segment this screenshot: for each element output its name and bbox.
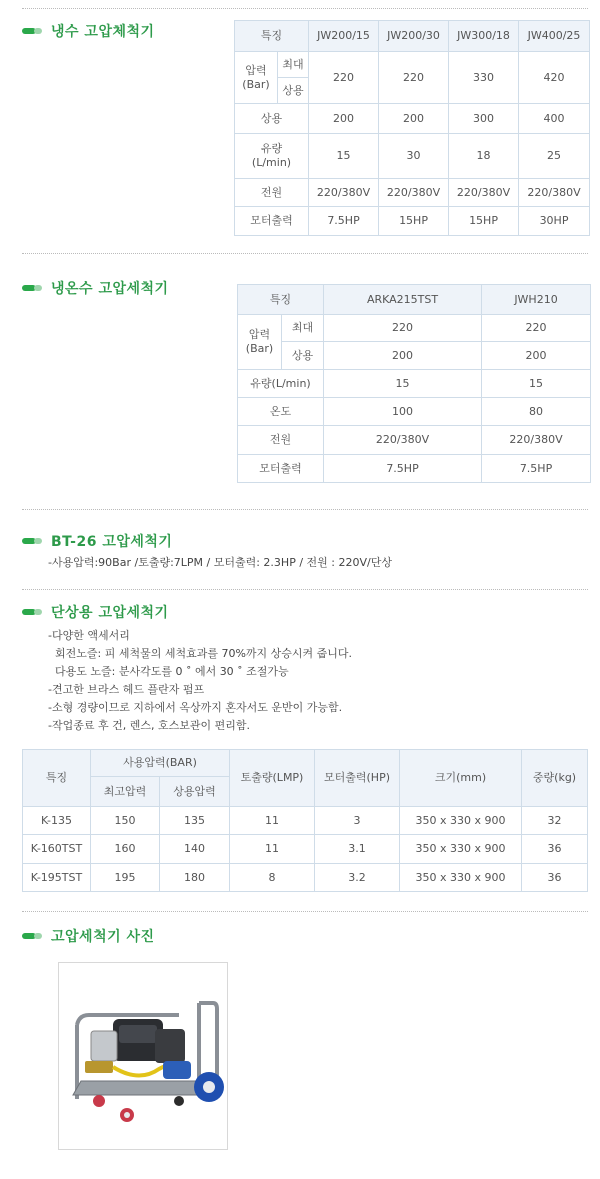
- divider: [22, 8, 588, 9]
- table-cell: 32: [522, 807, 588, 835]
- table-cell: 36: [522, 835, 588, 864]
- header-cell: JW300/18: [449, 21, 519, 52]
- header-cell: 토출량(LMP): [230, 750, 315, 807]
- table-cell: 11: [230, 807, 315, 835]
- pressure-washer-image: [59, 963, 227, 1149]
- table-cell: 220/380V: [449, 179, 519, 207]
- table-cell: 220/380V: [324, 426, 482, 455]
- table-cell: 15: [482, 370, 591, 398]
- table-cell: 100: [324, 398, 482, 426]
- bullet-pill-icon: [22, 283, 44, 293]
- section-heading: [22, 926, 155, 946]
- feature-line: -견고한 브라스 헤드 플란자 펌프: [48, 683, 205, 696]
- table-cell: 15: [324, 370, 482, 398]
- table-cell: 200: [482, 342, 591, 370]
- header-cell: 크기(mm): [400, 750, 522, 807]
- spec-table-single-phase: [22, 749, 588, 892]
- bullet-pill-icon: [22, 607, 44, 617]
- row-label: 모터출력: [238, 455, 324, 483]
- divider: [22, 253, 588, 254]
- table-cell: 36: [522, 864, 588, 892]
- table-cell: 420: [519, 52, 590, 104]
- table-cell: 350 x 330 x 900: [400, 864, 522, 892]
- bullet-pill-icon: [22, 536, 44, 546]
- header-cell: JW200/30: [379, 21, 449, 52]
- row-sublabel: 최대: [282, 315, 324, 342]
- row-label: 온도: [238, 398, 324, 426]
- feature-line: -작업종료 후 건, 렌스, 호스보관이 편리함.: [48, 719, 250, 732]
- divider: [22, 911, 588, 912]
- table-cell: 220/380V: [519, 179, 590, 207]
- table-cell: 30HP: [519, 207, 590, 236]
- header-cell: 특징: [238, 285, 324, 315]
- table-cell: 15HP: [379, 207, 449, 236]
- section-title: 단상용 고압세척기: [51, 605, 169, 621]
- table-cell: 7.5HP: [309, 207, 379, 236]
- row-sublabel: 최대: [278, 52, 309, 78]
- section-title: 냉수 고압체척기: [51, 24, 155, 40]
- bullet-pill-icon: [22, 931, 44, 941]
- spec-line: -사용압력:90Bar /토출량:7LPM / 모터출력: 2.3HP / 전원 : 220V/단상: [48, 556, 392, 569]
- section-title: 냉온수 고압세척기: [51, 281, 169, 297]
- table-cell: 330: [449, 52, 519, 104]
- table-cell: 220/380V: [379, 179, 449, 207]
- header-cell: 중량(kg): [522, 750, 588, 807]
- section-heading: [22, 278, 169, 298]
- table-cell: 25: [519, 134, 590, 179]
- section-heading: [22, 531, 172, 551]
- feature-line: 다용도 노즐: 분사각도를 0 ˚ 에서 30 ˚ 조절가능: [48, 665, 289, 678]
- table-cell: 220: [324, 315, 482, 342]
- header-cell: 사용압력(BAR): [91, 750, 230, 777]
- table-cell: 3: [315, 807, 400, 835]
- table-cell: 220/380V: [309, 179, 379, 207]
- bullet-pill-icon: [22, 26, 44, 36]
- table-cell: 15HP: [449, 207, 519, 236]
- table-cell: 3.2: [315, 864, 400, 892]
- table-cell: K-160TST: [23, 835, 91, 864]
- row-label: 유량(L/min): [238, 370, 324, 398]
- table-cell: 15: [309, 134, 379, 179]
- table-cell: 220: [309, 52, 379, 104]
- header-cell: 모터출력(HP): [315, 750, 400, 807]
- section-title: 고압세척기 사진: [51, 929, 155, 945]
- table-cell: 180: [160, 864, 230, 892]
- header-cell: 특징: [23, 750, 91, 807]
- table-cell: 160: [91, 835, 160, 864]
- table-cell: 300: [449, 104, 519, 134]
- header-cell: ARKA215TST: [324, 285, 482, 315]
- row-label: 상용: [235, 104, 309, 134]
- table-cell: 220: [379, 52, 449, 104]
- header-cell: 특징: [235, 21, 309, 52]
- table-cell: 8: [230, 864, 315, 892]
- table-cell: 350 x 330 x 900: [400, 807, 522, 835]
- table-cell: 150: [91, 807, 160, 835]
- divider: [22, 509, 588, 510]
- row-label: 전원: [235, 179, 309, 207]
- table-cell: 400: [519, 104, 590, 134]
- header-cell: 최고압력: [91, 777, 160, 807]
- product-photo: [58, 962, 228, 1150]
- row-sublabel: 상용: [278, 78, 309, 104]
- table-cell: 195: [91, 864, 160, 892]
- feature-line: -소형 경량이므로 지하에서 옥상까지 혼자서도 운반이 가능함.: [48, 701, 343, 714]
- spec-table-hot: [237, 284, 591, 483]
- table-cell: 11: [230, 835, 315, 864]
- table-cell: 220/380V: [482, 426, 591, 455]
- table-cell: 220: [482, 315, 591, 342]
- header-cell: JW200/15: [309, 21, 379, 52]
- table-cell: 7.5HP: [324, 455, 482, 483]
- table-cell: 3.1: [315, 835, 400, 864]
- header-cell: 상용압력: [160, 777, 230, 807]
- row-label: 모터출력: [235, 207, 309, 236]
- table-cell: K-135: [23, 807, 91, 835]
- table-cell: 30: [379, 134, 449, 179]
- divider: [22, 589, 588, 590]
- feature-line: 회전노즐: 피 세척물의 세척효과를 70%까지 상승시켜 줍니다.: [48, 647, 353, 660]
- row-label: 압력 (Bar): [235, 52, 278, 104]
- row-label: 압력 (Bar): [238, 315, 282, 370]
- table-cell: 200: [309, 104, 379, 134]
- header-cell: JW400/25: [519, 21, 590, 52]
- row-label: 전원: [238, 426, 324, 455]
- table-cell: K-195TST: [23, 864, 91, 892]
- section-heading: [22, 21, 155, 41]
- feature-line: -다양한 액세서리: [48, 629, 130, 642]
- section-heading: [22, 602, 169, 622]
- table-cell: 350 x 330 x 900: [400, 835, 522, 864]
- table-cell: 140: [160, 835, 230, 864]
- header-cell: JWH210: [482, 285, 591, 315]
- spec-table-cold: [234, 20, 590, 236]
- section-title: BT-26 고압세척기: [51, 534, 173, 550]
- table-cell: 7.5HP: [482, 455, 591, 483]
- table-cell: 18: [449, 134, 519, 179]
- table-cell: 80: [482, 398, 591, 426]
- table-cell: 200: [324, 342, 482, 370]
- table-cell: 200: [379, 104, 449, 134]
- table-cell: 135: [160, 807, 230, 835]
- row-label: 유량 (L/min): [235, 134, 309, 179]
- row-sublabel: 상용: [282, 342, 324, 370]
